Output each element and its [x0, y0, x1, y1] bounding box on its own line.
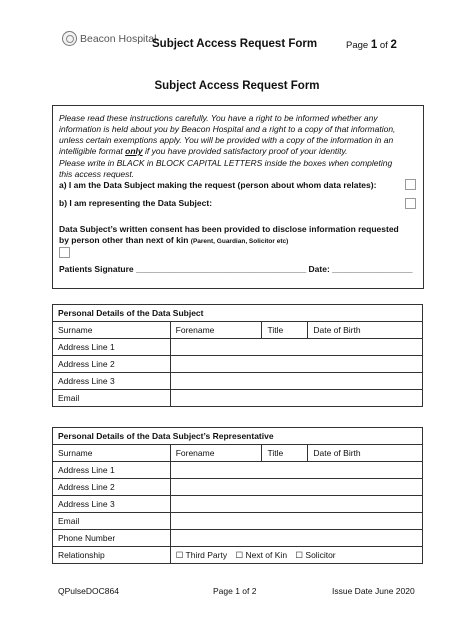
- page-prefix: Page: [346, 40, 369, 51]
- forename-label[interactable]: Forename: [170, 322, 262, 339]
- email-label: Email: [53, 390, 171, 407]
- instructions-paragraph-2: [59, 158, 392, 180]
- dob-label[interactable]: Date of Birth: [308, 445, 423, 462]
- instructions-line: [59, 146, 395, 157]
- address-line-3-field[interactable]: [170, 373, 422, 390]
- section-heading: Personal Details of the Data Subject’s Representative: [53, 428, 423, 445]
- question-b-label: b) I am representing the Data Subject:: [59, 198, 213, 208]
- address-line-3-label: Address Line 3: [53, 496, 171, 513]
- instructions-paragraph-1: [59, 113, 395, 157]
- email-label: Email: [53, 513, 171, 530]
- address-line-3-field[interactable]: [170, 496, 422, 513]
- address-line-2-field[interactable]: [170, 479, 422, 496]
- consent-line: Data Subject’s written consent has been provided to disclose information requested: [59, 224, 399, 234]
- address-line-1-label: Address Line 1: [53, 339, 171, 356]
- dob-label[interactable]: Date of Birth: [308, 322, 423, 339]
- emphasis-only: only: [125, 146, 143, 156]
- phone-number-field[interactable]: [170, 530, 422, 547]
- consent-checkbox[interactable]: [59, 247, 70, 258]
- relationship-label: Relationship: [53, 547, 171, 564]
- signature-line[interactable]: Patients Signature ____________________________________ Date: _________________: [59, 264, 413, 274]
- address-line-1-field[interactable]: [170, 462, 422, 479]
- logo-text: Beacon Hospital: [80, 32, 157, 45]
- relationship-next-of-kin-checkbox[interactable]: ☐ Next of Kin: [235, 549, 288, 560]
- instructions-line: unless certain exemptions apply. You will be provided with a copy of the information in an: [59, 135, 394, 145]
- page-of: of: [379, 40, 388, 51]
- representative-table: [52, 427, 423, 564]
- title-label[interactable]: Title: [262, 445, 308, 462]
- instructions-line: Please read these instructions carefully. You have a right to be informed whether any: [59, 113, 378, 123]
- surname-label[interactable]: Surname: [53, 322, 171, 339]
- address-line-2-field[interactable]: [170, 356, 422, 373]
- footer-doc-id: QPulseDOC864: [58, 586, 119, 596]
- instructions-text: intelligible format: [59, 146, 126, 156]
- hospital-logo-icon: [62, 31, 77, 46]
- instructions-box: [52, 105, 424, 289]
- phone-number-label: Phone Number: [53, 530, 171, 547]
- address-line-3-label: Address Line 3: [53, 373, 171, 390]
- address-line-1-label: Address Line 1: [53, 462, 171, 479]
- consent-text: [59, 224, 399, 247]
- instructions-text: if you have provided satisfactory proof of your identity.: [142, 146, 348, 156]
- instructions-line: information is held about you by Beacon Hospital and a right to a copy of that information,: [59, 124, 396, 134]
- relationship-third-party-checkbox[interactable]: ☐ Third Party: [175, 549, 228, 560]
- page-number: 1: [370, 39, 378, 51]
- question-b-checkbox[interactable]: [405, 198, 416, 209]
- email-field[interactable]: [170, 513, 422, 530]
- hospital-logo: [62, 31, 156, 46]
- header-page-indicator: [346, 39, 397, 51]
- relationship-options: [170, 547, 422, 564]
- footer-page: Page 1 of 2: [213, 586, 257, 596]
- address-line-2-label: Address Line 2: [53, 479, 171, 496]
- address-line-1-field[interactable]: [170, 339, 422, 356]
- consent-line: [59, 235, 399, 247]
- question-a-checkbox[interactable]: [405, 179, 416, 190]
- consent-text-main: by person other than next of kin: [59, 235, 189, 245]
- footer-issue-date: Issue Date June 2020: [332, 586, 415, 596]
- consent-note: (Parent, Guardian, Solicitor etc): [190, 238, 289, 245]
- question-a-label: a) I am the Data Subject making the request (person about whom data relates):: [59, 180, 377, 190]
- section-heading: Personal Details of the Data Subject: [53, 305, 423, 322]
- email-field[interactable]: [170, 390, 422, 407]
- instructions-line: this access request.: [59, 169, 135, 179]
- header-title: Subject Access Request Form: [152, 38, 318, 50]
- title-label[interactable]: Title: [262, 322, 308, 339]
- page-total: 2: [390, 39, 397, 51]
- instructions-line: Please write in BLACK in BLOCK CAPITAL LETTERS inside the boxes when completing: [59, 158, 393, 168]
- page-title: Subject Access Request Form: [154, 80, 320, 92]
- surname-label[interactable]: Surname: [53, 445, 171, 462]
- relationship-solicitor-checkbox[interactable]: ☐ Solicitor: [295, 549, 336, 560]
- forename-label[interactable]: Forename: [170, 445, 262, 462]
- address-line-2-label: Address Line 2: [53, 356, 171, 373]
- data-subject-table: [52, 304, 423, 407]
